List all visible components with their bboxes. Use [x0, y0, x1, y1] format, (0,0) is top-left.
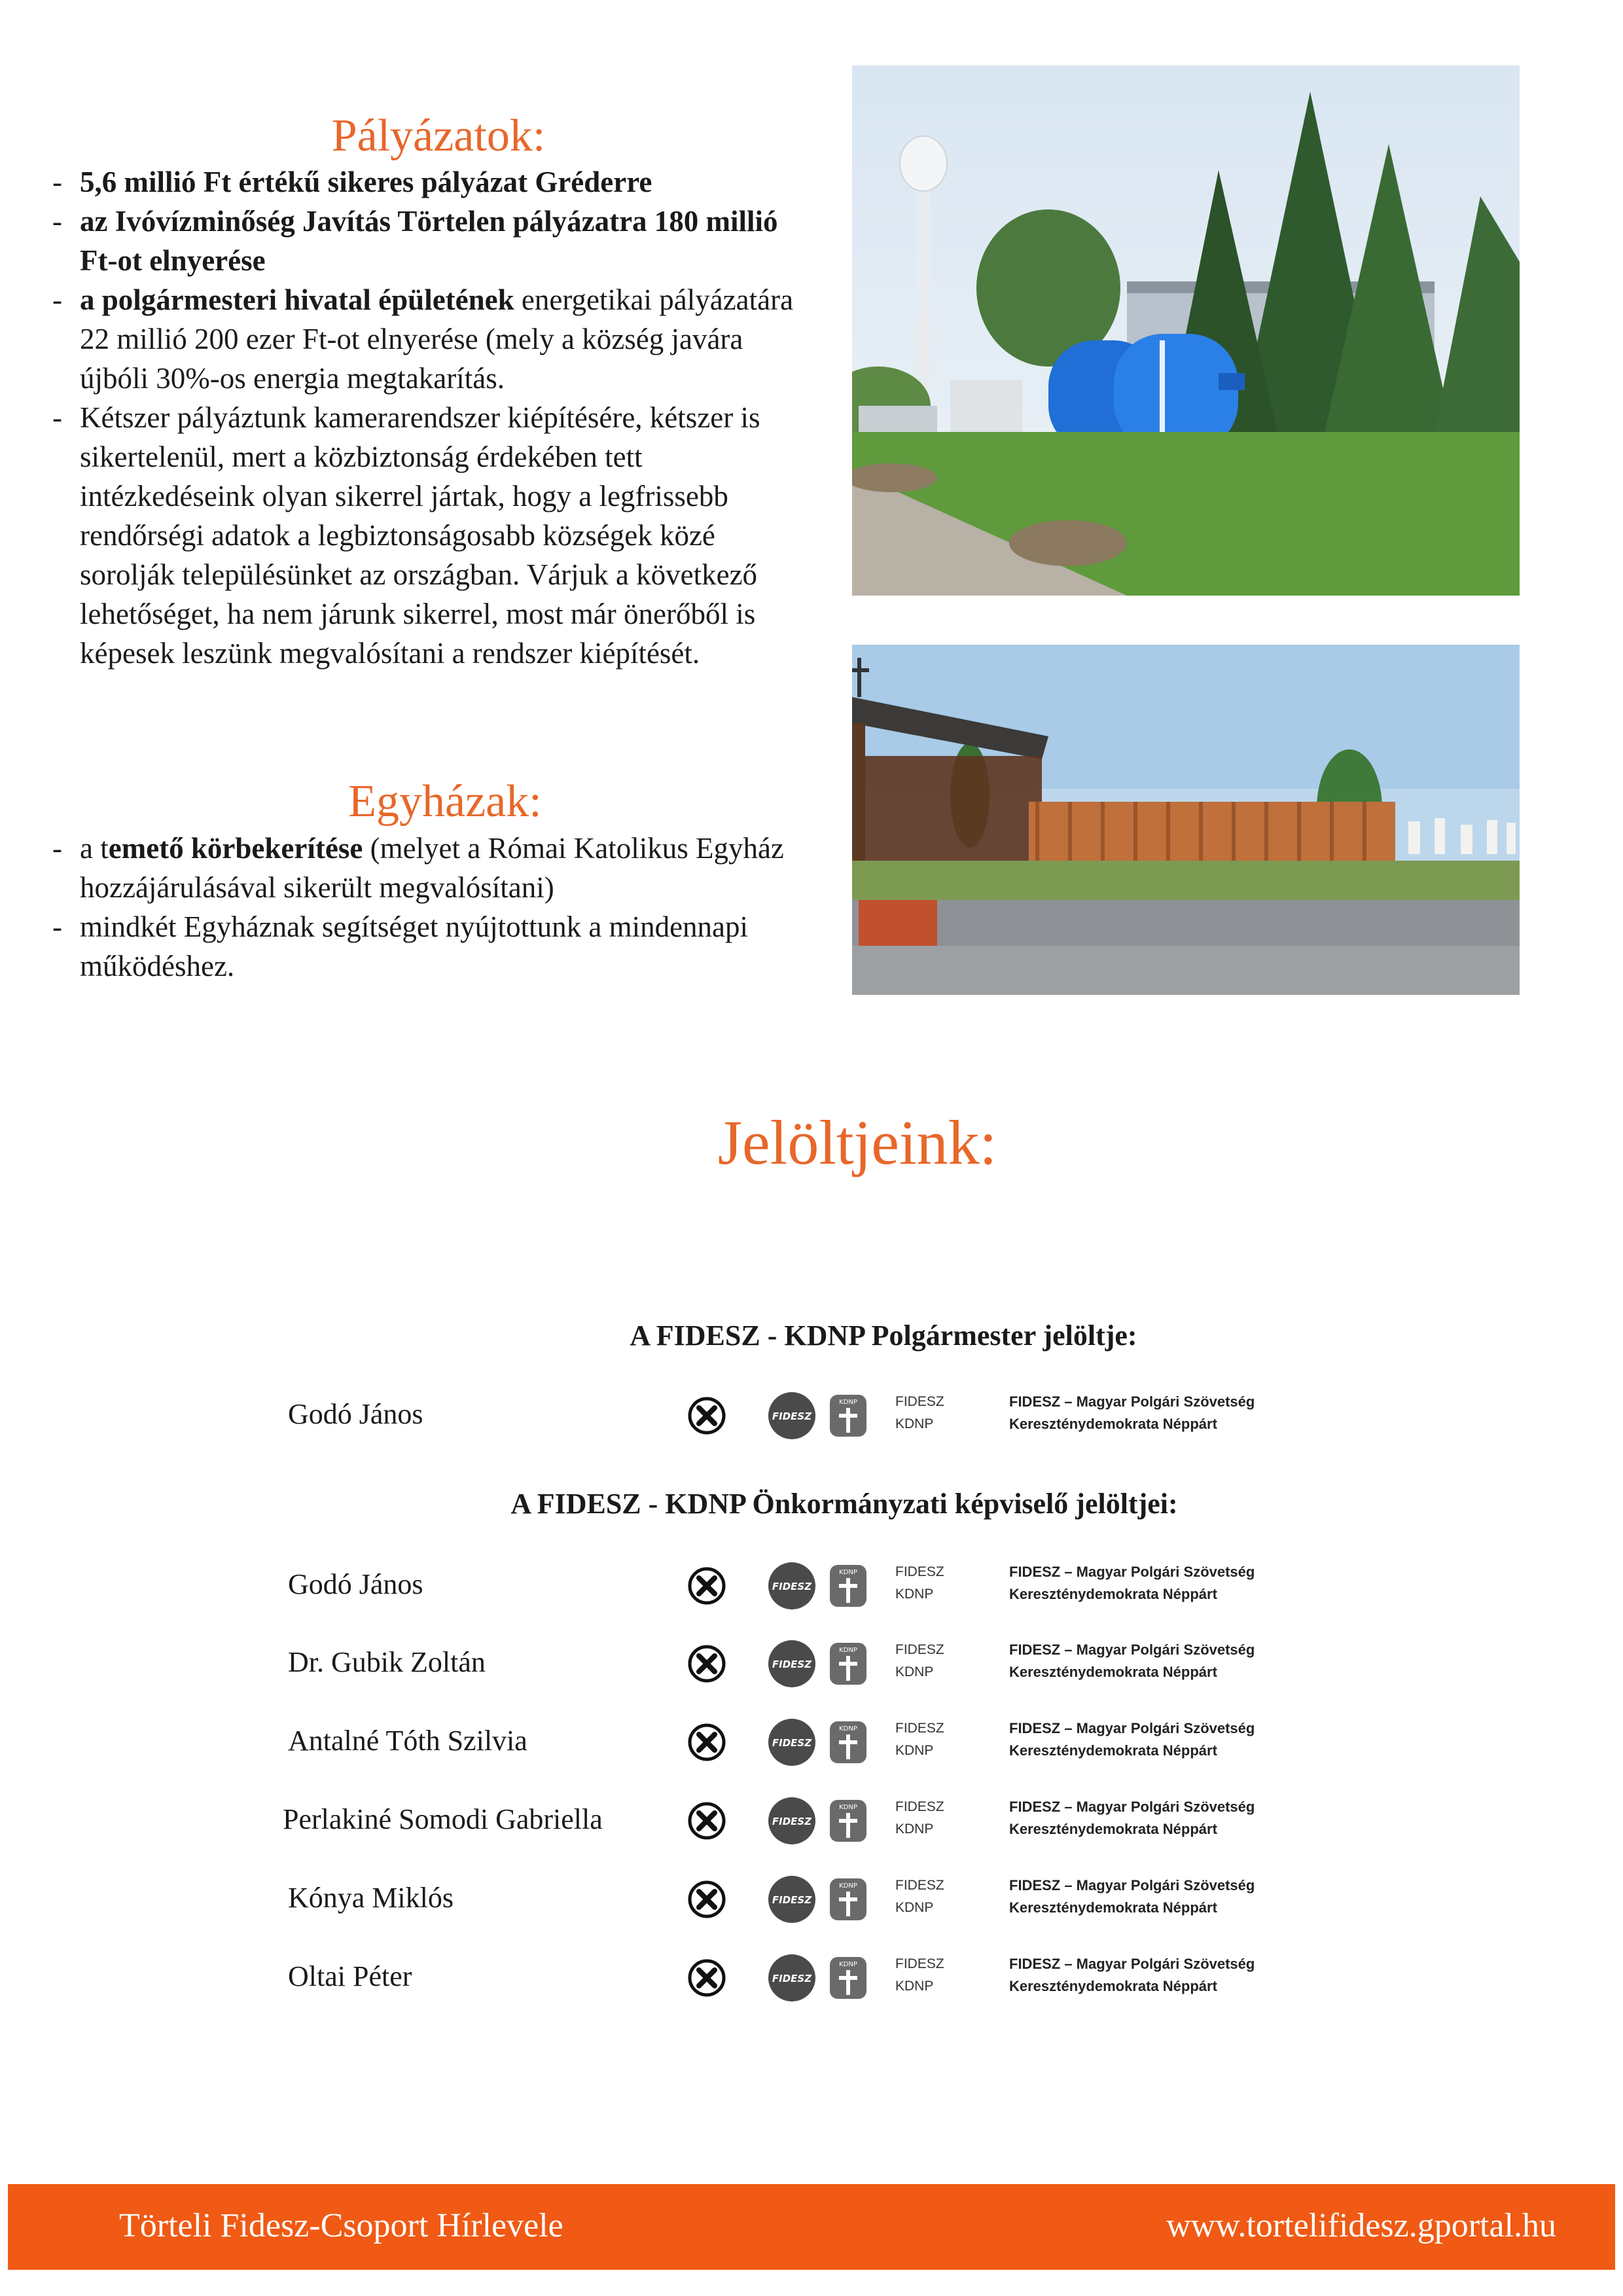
ballot-x-icon [687, 1958, 726, 1998]
fidesz-kdnp-logo [766, 1558, 877, 1611]
party-name: FIDESZ – Magyar Polgári Szövetség Kereszténydemokrata Néppárt [1009, 1720, 1255, 1759]
newsletter-title: Törteli Fidesz-Csoport Hírlevele [119, 2207, 563, 2244]
candidate-name: Antalné Tóth Szilvia [288, 1725, 527, 1757]
svg-text:KDNP: KDNP [839, 1725, 857, 1732]
candidate-row [288, 1945, 1309, 2008]
party-abbr: FIDESZ KDNP [895, 1721, 944, 1758]
svg-text:KDNP: KDNP [839, 1399, 857, 1406]
party-name: FIDESZ – Magyar Polgári Szövetség Kereszténydemokrata Néppárt [1009, 1641, 1255, 1680]
svg-text:KDNP: KDNP [839, 1961, 857, 1968]
ballot-x-icon [687, 1644, 726, 1683]
egyhazak-heading: Egyházak: [348, 776, 542, 827]
svg-text:KDNP: KDNP [839, 1647, 857, 1654]
list-item: - a temető körbekerítése (melyet a Római Katolikus Egyház hozzájárulásával sikerült megvalósítani) [52, 832, 784, 904]
candidate-name: Oltai Péter [288, 1960, 412, 1992]
ballot-x-icon [687, 1566, 726, 1605]
fidesz-kdnp-logo [766, 1872, 877, 1924]
candidate-row [283, 1788, 1309, 1851]
candidate-name: Dr. Gubik Zoltán [288, 1646, 486, 1678]
svg-text:FIDESZ: FIDESZ [772, 1894, 812, 1906]
fidesz-kdnp-logo [766, 1715, 877, 1767]
svg-text:FIDESZ: FIDESZ [772, 1581, 812, 1592]
fidesz-kdnp-logo [766, 1793, 877, 1846]
jeloltjeink-heading: Jelöltjeink: [717, 1107, 997, 1177]
fidesz-kdnp-logo [766, 1950, 877, 2003]
party-name: FIDESZ – Magyar Polgári Szövetség Kereszténydemokrata Néppárt [1009, 1956, 1255, 1994]
svg-text:KDNP: KDNP [839, 1804, 857, 1811]
ballot-x-icon [687, 1396, 726, 1435]
cemetery-fence-illustration [852, 645, 1520, 995]
ballot-x-icon [687, 1801, 726, 1840]
ballot-x-icon [687, 1723, 726, 1762]
council-candidates-title: A FIDESZ - KDNP Önkormányzati képviselő jelöltjei: [510, 1488, 1178, 1520]
svg-text:FIDESZ: FIDESZ [772, 1737, 812, 1749]
party-abbr: FIDESZ KDNP [895, 1564, 944, 1602]
list-item: - 5,6 millió Ft értékű sikeres pályázat Gréderre [52, 166, 652, 198]
svg-text:FIDESZ: FIDESZ [772, 1816, 812, 1827]
list-item: - a polgármesteri hivatal épületének energetikai pályázatára 22 millió 200 ezer Ft-ot elnyerése (mely a község javára újbóli 30%-os energia megtakarítás. [52, 283, 794, 395]
website-url[interactable]: www.tortelifidesz.gportal.hu [1166, 2207, 1556, 2244]
party-abbr: FIDESZ KDNP [895, 1956, 944, 1994]
party-abbr: FIDESZ KDNP [895, 1878, 944, 1915]
candidate-name: Godó János [288, 1398, 423, 1430]
party-name: FIDESZ – Magyar Polgári Szövetség Kereszténydemokrata Néppárt [1009, 1877, 1255, 1916]
candidate-row [288, 1631, 1309, 1694]
svg-text:FIDESZ: FIDESZ [772, 1659, 812, 1670]
fidesz-kdnp-logo [766, 1636, 877, 1689]
candidate-row [288, 1867, 1309, 1929]
candidate-name: Godó János [288, 1568, 423, 1600]
water-facility-photo [852, 65, 1520, 596]
cemetery-fence-photo [852, 645, 1520, 995]
candidate-name: Kónya Miklós [288, 1882, 454, 1914]
list-item: - Kétszer pályáztunk kamerarendszer kiépítésére, kétszer is sikertelenül, mert a közbiztonság érdekében tett intézkedéseink olyan sikerrel jártak, hogy a legfrissebb rendőrségi adatok a legbiztonságosabb községek közé sorolják településünket az országban. Várjuk a következő lehetőséget, ha nem járunk sikerrel, most már önerőből is képesek leszünk megvalósítani a rendszer kiépítését. [52, 401, 760, 670]
party-name: FIDESZ – Magyar Polgári Szövetség Kereszténydemokrata Néppárt [1009, 1564, 1255, 1602]
footer-bar [8, 2184, 1615, 2270]
candidate-name: Perlakiné Somodi Gabriella [283, 1803, 603, 1835]
list-item: - mindkét Egyháznak segítséget nyújtottunk a mindennapi működéshez. [52, 910, 749, 982]
svg-text:FIDESZ: FIDESZ [772, 1410, 812, 1422]
svg-text:KDNP: KDNP [839, 1569, 857, 1576]
candidate-row [288, 1710, 1309, 1772]
ballot-x-icon [687, 1880, 726, 1919]
mayor-candidate-title: A FIDESZ - KDNP Polgármester jelöltje: [630, 1319, 1137, 1352]
mayor-candidate-row [288, 1383, 1309, 1446]
palyazatok-list [52, 162, 812, 673]
svg-text:KDNP: KDNP [839, 1882, 857, 1890]
party-abbr: FIDESZ KDNP [895, 1394, 944, 1431]
water-facility-illustration [852, 65, 1520, 596]
egyhazak-list [52, 829, 812, 986]
party-abbr: FIDESZ KDNP [895, 1799, 944, 1837]
fidesz-kdnp-logo [766, 1388, 877, 1441]
party-name: FIDESZ – Magyar Polgári Szövetség Kereszténydemokrata Néppárt [1009, 1393, 1255, 1432]
svg-text:FIDESZ: FIDESZ [772, 1973, 812, 1984]
list-item: - az Ivóvízminőség Javítás Törtelen pályázatra 180 millió Ft-ot elnyerése [52, 205, 778, 277]
candidate-row [288, 1553, 1309, 1616]
party-abbr: FIDESZ KDNP [895, 1642, 944, 1679]
palyazatok-heading: Pályázatok: [331, 111, 546, 161]
party-name: FIDESZ – Magyar Polgári Szövetség Kereszténydemokrata Néppárt [1009, 1799, 1255, 1837]
